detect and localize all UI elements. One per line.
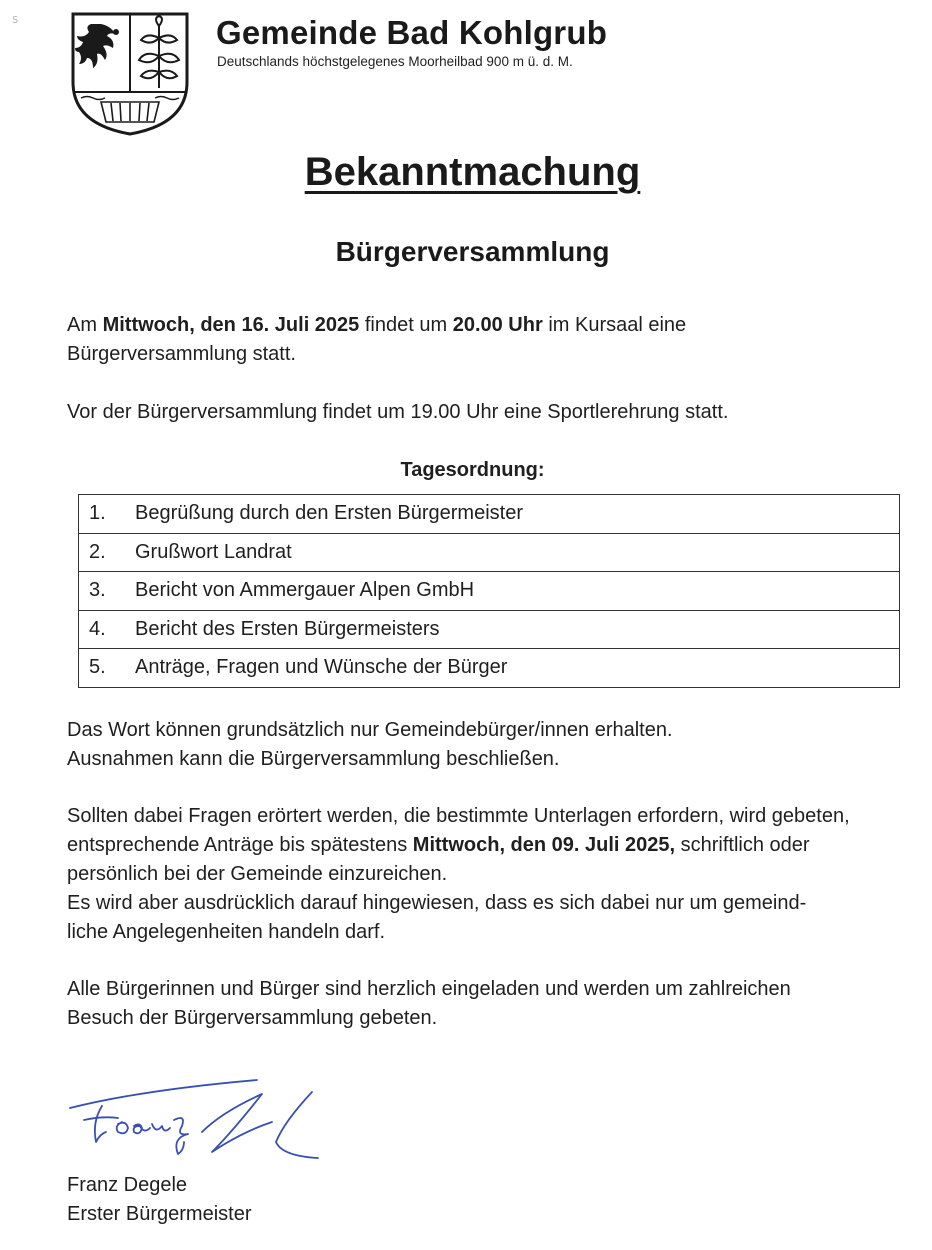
document-subtitle: Bürgerversammlung	[335, 236, 610, 267]
agenda-row	[79, 572, 899, 611]
intro-text: Bürgerversammlung statt.	[67, 343, 296, 365]
scan-speck: ꜱ	[12, 12, 19, 26]
agenda-item: Bericht von Ammergauer Alpen GmbH	[135, 579, 475, 602]
intro-text: Am	[67, 314, 103, 336]
intro-text: im Kursaal eine	[542, 314, 687, 336]
meeting-time: 20.00 Uhr	[452, 314, 543, 336]
agenda-number: 2.	[89, 540, 106, 563]
agenda-row	[79, 495, 899, 534]
questions-paragraph	[67, 802, 927, 947]
speaking-paragraph	[67, 716, 927, 774]
agenda-item: Bericht des Ersten Bürgermeisters	[135, 617, 440, 640]
agenda-row	[79, 611, 899, 650]
questions-line: Es wird aber ausdrücklich darauf hingewiesen, dass es sich dabei nur um gemeind-	[67, 892, 807, 914]
coat-of-arms-icon	[71, 12, 189, 136]
intro-paragraph	[67, 311, 927, 369]
questions-line: schriftlich oder	[675, 834, 810, 856]
tub-icon	[101, 102, 159, 122]
invitation-line: Alle Bürgerinnen und Bürger sind herzlich eingeladen und werden um zahlreichen	[67, 978, 791, 1000]
agenda-item: Grußwort Landrat	[135, 540, 292, 563]
deadline-date: Mittwoch, den 09. Juli 2025,	[412, 834, 676, 856]
agenda-number: 1.	[89, 502, 106, 525]
document-title: Bekanntmachung	[304, 150, 641, 194]
questions-line: Sollten dabei Fragen erörtert werden, die bestimmte Unterlagen erfordern, wird gebeten,	[67, 805, 850, 827]
questions-line: entsprechende Anträge bis spätestens	[67, 834, 413, 856]
agenda-number: 4.	[89, 617, 106, 640]
agenda-row	[79, 534, 899, 573]
questions-line: liche Angelegenheiten handeln darf.	[67, 921, 386, 943]
municipality-name: Gemeinde Bad Kohlgrub	[216, 14, 608, 51]
signature-image	[62, 1072, 332, 1172]
meeting-date: Mittwoch, den 16. Juli 2025	[102, 314, 360, 336]
municipality-tagline: Deutschlands höchstgelegenes Moorheilbad 900 m ü. d. M.	[217, 54, 573, 69]
invitation-line: Besuch der Bürgerversammlung gebeten.	[67, 1007, 438, 1029]
agenda-number: 3.	[89, 579, 106, 602]
questions-line: persönlich bei der Gemeinde einzureichen.	[67, 863, 448, 885]
agenda-item: Anträge, Fragen und Wünsche der Bürger	[135, 656, 508, 679]
signatory-name: Franz Degele	[67, 1174, 188, 1196]
agenda-number: 5.	[89, 656, 106, 679]
speaking-line: Ausnahmen kann die Bürgerversammlung beschließen.	[67, 748, 560, 770]
intro-text: findet um	[359, 314, 453, 336]
signatory-role: Erster Bürgermeister	[67, 1203, 252, 1225]
pre-event-paragraph: Vor der Bürgerversammlung findet um 19.00 Uhr eine Sportlerehrung statt.	[67, 401, 729, 423]
agenda-heading: Tagesordnung:	[400, 459, 545, 481]
speaking-line: Das Wort können grundsätzlich nur Gemeindebürger/innen erhalten.	[67, 719, 673, 741]
invitation-paragraph	[67, 975, 927, 1033]
agenda-table	[78, 494, 900, 688]
agenda-row	[79, 649, 899, 688]
agenda-item: Begrüßung durch den Ersten Bürgermeister	[135, 502, 523, 525]
